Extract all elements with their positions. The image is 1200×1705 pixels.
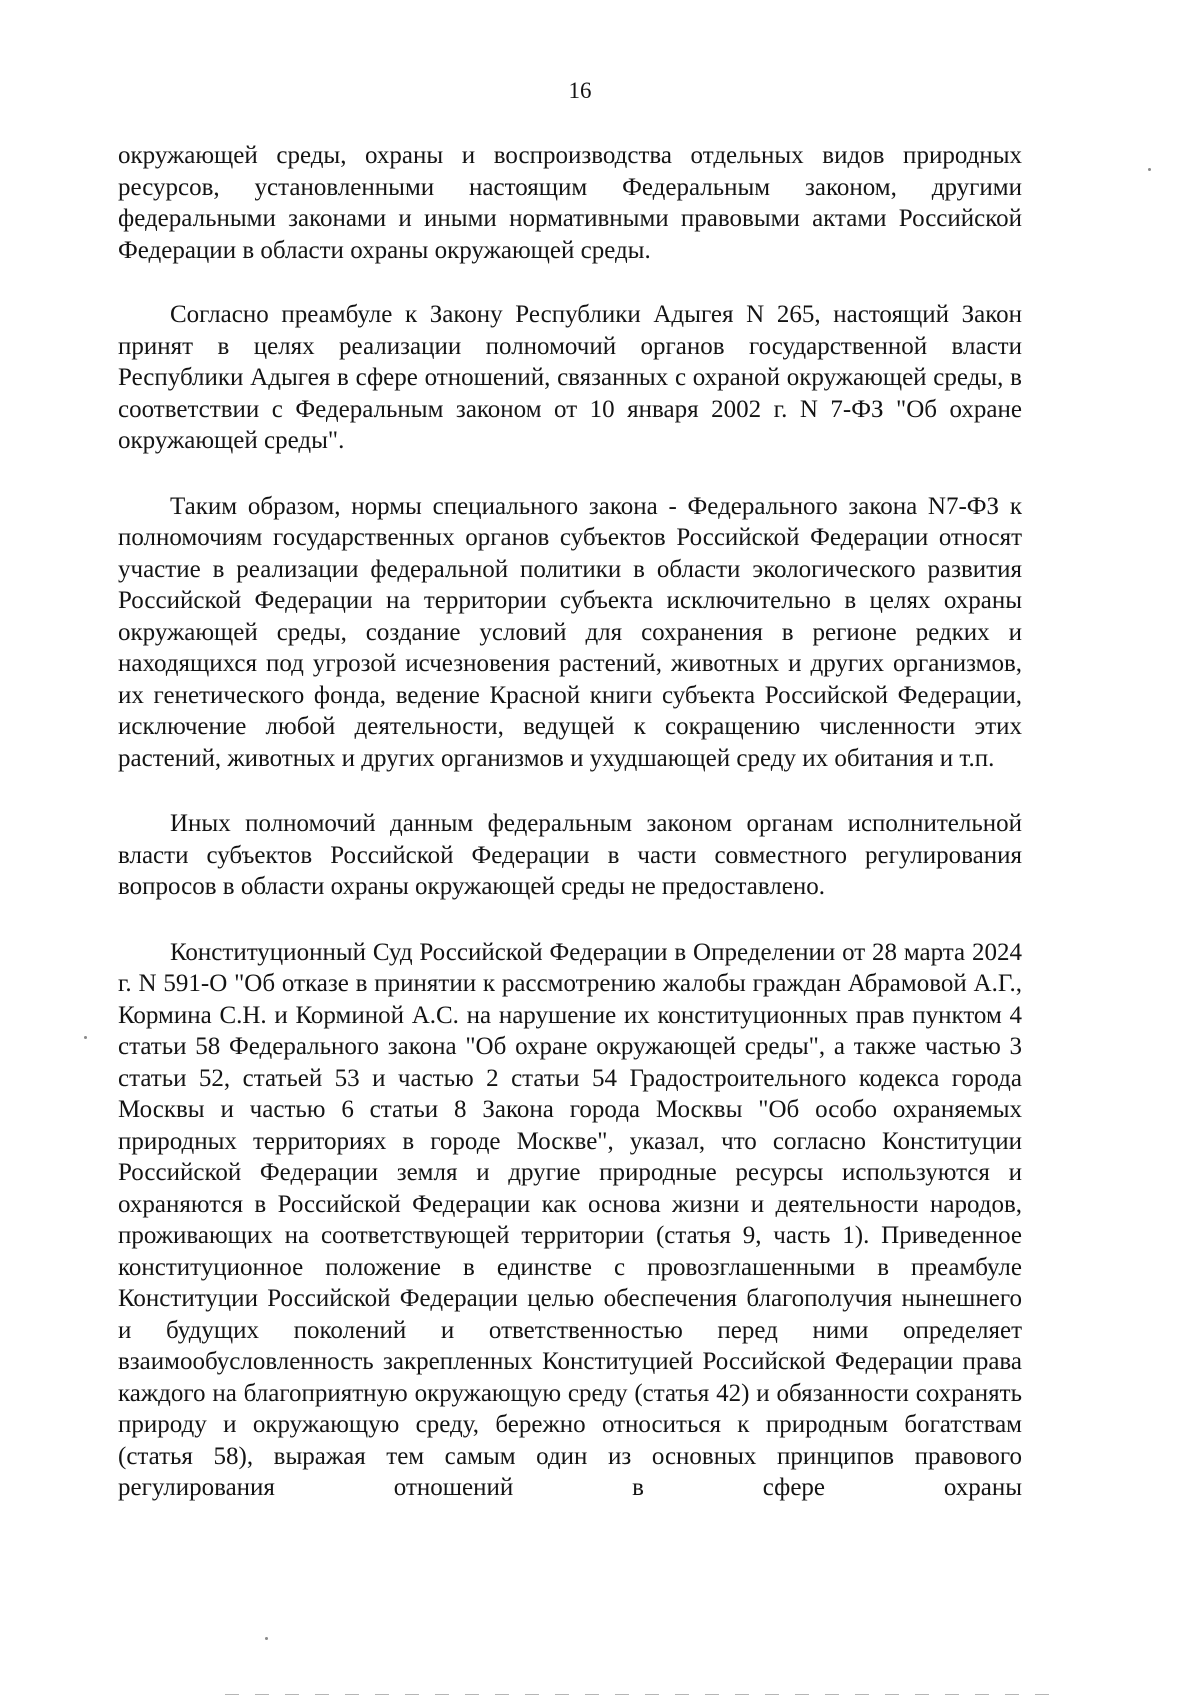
document-body xyxy=(118,140,1022,1538)
scan-speck xyxy=(265,1637,268,1640)
scan-speck xyxy=(1148,168,1151,171)
paragraph-continuation: окружающей среды, охраны и воспроизводства отдельных видов природных ресурсов, установленными настоящим Федеральным законом, другими федеральными законами и иными нормативными правовыми актами Российской Федерации в области охраны окружающей среды. xyxy=(118,142,1022,264)
paragraph-preamble: Согласно преамбуле к Закону Республики Адыгея N 265, настоящий Закон принят в целях реализации полномочий органов государственной власти Республики Адыгея в сфере отношений, связанных с охраной окружающей среды, в соответствии с Федеральным законом от 10 января 2002 г. N 7-ФЗ "Об охране окружающей среды". xyxy=(118,301,1022,454)
scan-speck xyxy=(84,1036,87,1039)
paragraph-constitutional-court: Конституционный Суд Российской Федерации в Определении от 28 марта 2024 г. N 591-О "Об отказе в принятии к рассмотрению жалобы граждан Абрамовой А.Г., Кормина С.Н. и Корминой А.С. на нарушение их конституционных прав пунктом 4 статьи 58 Федерального закона "Об охране окружающей среды", а также частью 3 статьи 52, статьей 53 и частью 2 статьи 54 Градостроительного кодекса города Москвы и частью 6 статьи 8 Закона города Москвы "Об особо охраняемых природных территориях в городе Москве", указал, что согласно Конституции Российской Федерации земля и другие природные ресурсы используются и охраняются в Российской Федерации как основа жизни и деятельности народов, проживающих на соответствующей территории (статья 9, часть 1). Приведенное конституционное положение в единстве с провозглашенными в преамбуле Конституции Российской Федерации целью обеспечения благополучия нынешнего и будущих поколений и ответственностью перед ними определяет взаимообусловленность закрепленных Конституцией Российской Федерации права каждого на благоприятную окружающую среду (статья 42) и обязанности сохранять природу и окружающую среду, бережно относиться к природным богатствам (статья 58), выражая тем самым один из основных принципов правового регулирования отношений в сфере охраны xyxy=(118,938,1022,1501)
scan-edge-line xyxy=(225,1694,1055,1695)
paragraph-no-other-powers: Иных полномочий данным федеральным законом органам исполнительной власти субъектов Российской Федерации в части совместного регулирования вопросов в области охраны окружающей среды не предоставлено. xyxy=(118,810,1022,900)
page-number: 16 xyxy=(568,78,592,103)
paragraph-special-law: Таким образом, нормы специального закона - Федерального закона N7-ФЗ к полномочиям государственных органов субъектов Российской Федерации относят участие в реализации федеральной политики в области экологического развития Российской Федерации на территории субъекта исключительно в целях охраны окружающей среды, создание условий для сохранения в регионе редких и находящихся под угрозой исчезновения растений, животных и других организмов, их генетического фонда, ведение Красной книги субъекта Российской Федерации, исключение любой деятельности, ведущей к сокращению численности этих растений, животных и других организмов и ухудшающей среду их обитания и т.п. xyxy=(118,492,1022,772)
